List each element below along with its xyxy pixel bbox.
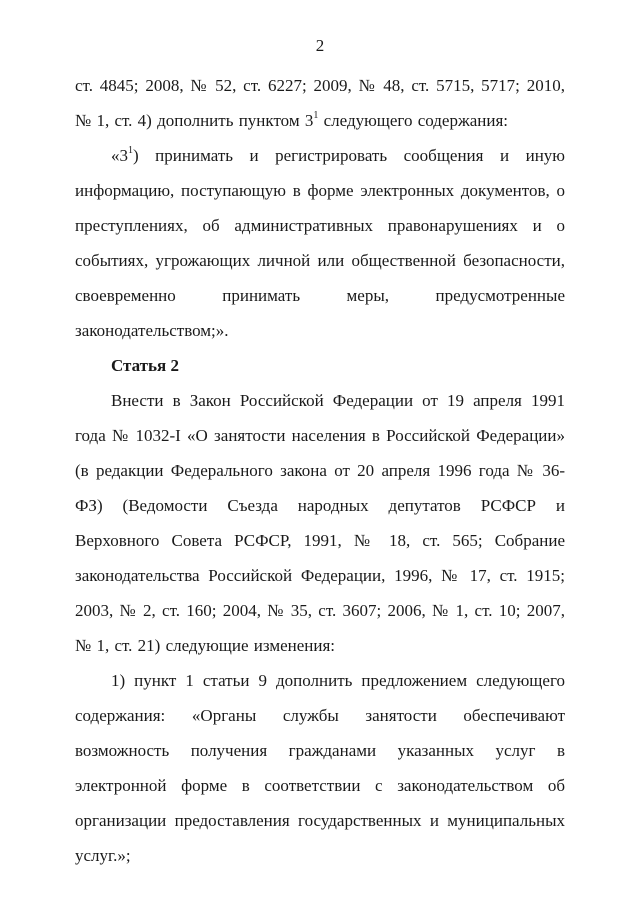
page-number: 2 (315, 36, 325, 55)
superscript-index: 1 (313, 110, 319, 121)
paragraph-text: «3 (111, 146, 128, 165)
paragraph-item-1: 1) пункт 1 статьи 9 дополнить предложением следующего содержания: «Органы службы занятости обеспечивают возможность получения гражданами указанных услуг в электронной форме в соответствии с законодательством об организации предоставления государственных и муниципальных услуг.»; (75, 671, 565, 865)
paragraph-point-3-1 (75, 138, 565, 348)
article-2-heading: Статья 2 (111, 356, 179, 375)
paragraph-text: следующего содержания: (318, 111, 509, 130)
paragraph-text: ) принимать и регистрировать сообщения и иную информацию, поступающую в форме электронных документов, о преступлениях, об административных правонарушениях и о событиях, угрожающих личной или общественной безопасности, своевременно принимать меры, предусмотренные законодательством;». (75, 146, 565, 340)
document-body (75, 68, 565, 873)
paragraph-text: ст. 4845; 2008, № 52, ст. 6227; 2009, № 48, ст. 5715, 5717; 2010, № 1, ст. 4) дополнить пунктом 3 (75, 76, 565, 130)
superscript-index: 1 (128, 145, 133, 156)
paragraph-intro-continuation (75, 68, 565, 138)
paragraph-article-2-intro: Внести в Закон Российской Федерации от 19 апреля 1991 года № 1032-I «О занятости населения в Российской Федерации» (в редакции Федерального закона от 20 апреля 1996 года № 36-ФЗ) (Ведомости Съезда народных депутатов РСФСР и Верховного Совета РСФСР, 1991, № 18, ст. 565; Собрание законодательства Российской Федерации, 1996, № 17, ст. 1915; 2003, № 2, ст. 160; 2004, № 35, ст. 3607; 2006, № 1, ст. 10; 2007, № 1, ст. 21) следующие изменения: (75, 391, 565, 655)
